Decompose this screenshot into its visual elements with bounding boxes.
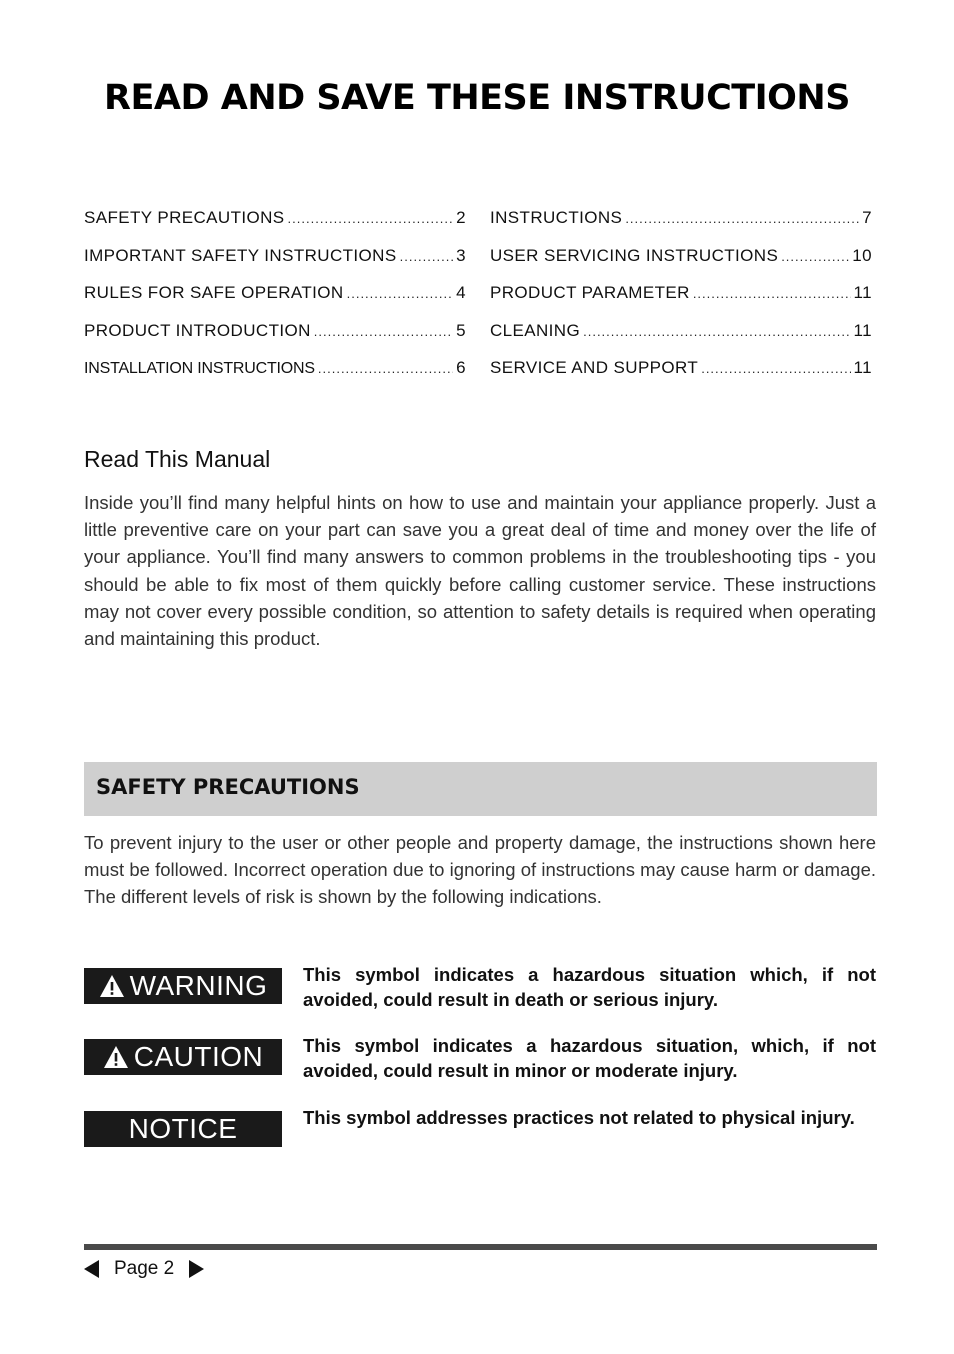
caution-label-text: CAUTION	[133, 1041, 264, 1072]
toc-leader	[288, 211, 454, 226]
warning-triangle-icon	[103, 1045, 129, 1069]
notice-label-text: NOTICE	[128, 1113, 238, 1144]
toc-entry-title: RULES FOR SAFE OPERATION	[84, 283, 344, 302]
page-title: READ AND SAVE THESE INSTRUCTIONS	[104, 78, 850, 118]
read-manual-heading: Read This Manual	[84, 446, 271, 472]
toc-leader	[583, 324, 850, 339]
toc-leader	[625, 211, 859, 226]
warning-label-text: WARNING	[129, 970, 268, 1001]
toc-entry[interactable]	[490, 208, 872, 246]
toc-right-column	[490, 208, 872, 396]
notice-signal-label	[84, 1111, 282, 1147]
toc-entry[interactable]	[490, 283, 872, 321]
toc-entry-page: 7	[862, 208, 872, 227]
toc-leader	[781, 249, 849, 264]
toc-entry-page: 11	[853, 320, 872, 340]
toc-entry[interactable]	[84, 283, 466, 321]
toc-entry-page: 3	[456, 245, 466, 265]
toc-entry-title: PRODUCT INTRODUCTION	[84, 320, 311, 340]
toc-entry-title: INSTALLATION INSTRUCTIONS	[84, 360, 315, 377]
page-number: Page 2	[114, 1258, 175, 1279]
toc-left-column	[84, 208, 466, 396]
toc-entry[interactable]	[490, 321, 872, 359]
toc-entry-page: 4	[456, 283, 466, 302]
toc-entry-title: USER SERVICING INSTRUCTIONS	[490, 245, 779, 265]
warning-triangle-icon	[99, 974, 125, 998]
toc-entry-title: SERVICE AND SUPPORT	[490, 358, 699, 377]
warning-signal-label	[84, 968, 282, 1004]
toc-entry[interactable]	[84, 208, 466, 246]
footer-rule	[84, 1244, 877, 1250]
toc-entry[interactable]	[84, 246, 466, 284]
toc-entry[interactable]	[84, 321, 466, 359]
toc-entry[interactable]	[84, 358, 466, 396]
toc-entry-title: INSTRUCTIONS	[490, 208, 623, 227]
toc-entry-title: PRODUCT PARAMETER	[490, 283, 690, 302]
toc-leader	[400, 249, 454, 264]
caution-signal-label	[84, 1039, 282, 1075]
arrow-left-icon[interactable]	[84, 1260, 99, 1278]
caution-description: This symbol indicates a hazardous situation, which, if not avoided, could result in minor or moderate injury.	[303, 1035, 876, 1081]
toc-leader	[701, 361, 850, 376]
safety-precautions-banner	[84, 762, 877, 816]
toc-leader	[347, 286, 454, 301]
toc-entry-page: 11	[853, 283, 872, 302]
toc-leader	[693, 286, 851, 301]
toc-entry-page: 2	[456, 208, 466, 227]
notice-description: This symbol addresses practices not related to physical injury.	[303, 1107, 855, 1128]
toc-entry-page: 5	[456, 320, 466, 340]
toc-entry[interactable]	[490, 358, 872, 396]
warning-description: This symbol indicates a hazardous situation which, if not avoided, could result in death or serious injury.	[303, 964, 876, 1010]
toc-entry-page: 6	[456, 358, 466, 377]
toc-leader	[318, 361, 453, 376]
safety-precautions-body: To prevent injury to the user or other people and property damage, the instructions shown here must be followed. Incorrect operation due to ignoring of instructions may cause harm or damage. The different levels of risk is shown by the following indications.	[84, 832, 876, 908]
page-navigation	[84, 1258, 204, 1280]
read-manual-body: Inside you’ll find many helpful hints on how to use and maintain your appliance properly. Just a little preventive care on your part can save you a great deal of time and money over the life of your appliance. You’ll find many answers to common problems in the troubleshooting tips - you should be able to fix most of them quickly before calling customer service. These instructions may not cover every possible condition, so attention to safety details is required when operating and maintaining this product.	[84, 492, 876, 650]
toc-entry-page: 10	[852, 245, 872, 265]
toc-entry-page: 11	[853, 358, 872, 377]
toc-leader	[314, 324, 453, 339]
safety-precautions-heading: SAFETY PRECAUTIONS	[96, 775, 360, 799]
toc-entry-title: SAFETY PRECAUTIONS	[84, 208, 285, 227]
toc-entry-title: IMPORTANT SAFETY INSTRUCTIONS	[84, 245, 397, 265]
arrow-right-icon[interactable]	[189, 1260, 204, 1278]
toc-entry-title: CLEANING	[490, 320, 581, 340]
toc-entry[interactable]	[490, 246, 872, 284]
